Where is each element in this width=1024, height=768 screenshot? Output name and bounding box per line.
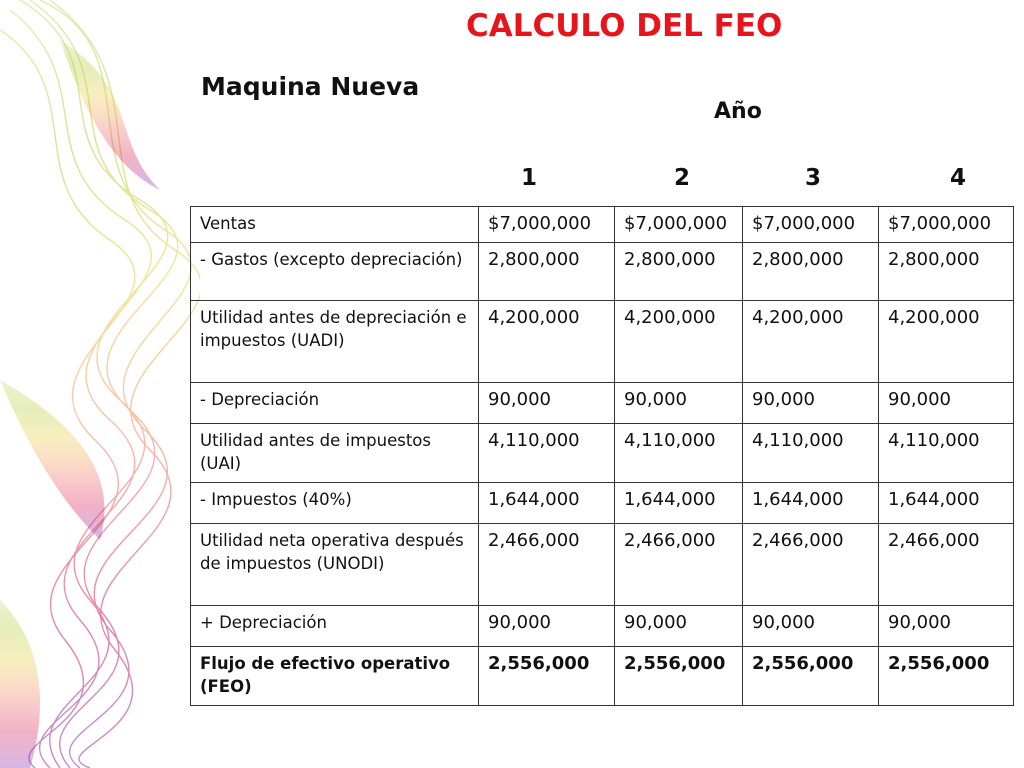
table-row-uai <box>191 424 1014 483</box>
cell-value: $7,000,000 <box>743 207 879 243</box>
cell-value: 90,000 <box>743 606 879 647</box>
year-column-3: 3 <box>805 165 822 191</box>
year-column-2: 2 <box>674 165 691 191</box>
table-row-impuestos <box>191 483 1014 524</box>
cell-value: 2,556,000 <box>879 647 1014 706</box>
cell-value: 90,000 <box>879 383 1014 424</box>
cell-value: 90,000 <box>615 606 743 647</box>
cell-value: 2,800,000 <box>743 243 879 301</box>
cell-value: 4,200,000 <box>479 301 615 383</box>
feo-table <box>190 206 1014 706</box>
cell-value: 4,200,000 <box>615 301 743 383</box>
cell-value: 90,000 <box>879 606 1014 647</box>
cell-value: 1,644,000 <box>879 483 1014 524</box>
cell-value: 90,000 <box>615 383 743 424</box>
row-label: Utilidad antes de depreciación e impuestos (UADI) <box>191 301 479 383</box>
year-column-1: 1 <box>521 165 538 191</box>
page-title: CALCULO DEL FEO <box>466 8 783 44</box>
cell-value: $7,000,000 <box>479 207 615 243</box>
page-subtitle: Maquina Nueva <box>201 72 420 101</box>
table-row-ventas <box>191 207 1014 243</box>
cell-value: 4,200,000 <box>879 301 1014 383</box>
cell-value: 1,644,000 <box>615 483 743 524</box>
cell-value: 2,466,000 <box>615 524 743 606</box>
cell-value: 4,110,000 <box>879 424 1014 483</box>
row-label: + Depreciación <box>191 606 479 647</box>
year-header-label: Año <box>714 99 762 124</box>
cell-value: 1,644,000 <box>743 483 879 524</box>
cell-value: 90,000 <box>479 606 615 647</box>
table-row-mas-depreciacion <box>191 606 1014 647</box>
table-row-depreciacion <box>191 383 1014 424</box>
cell-value: 2,556,000 <box>479 647 615 706</box>
cell-value: 2,800,000 <box>479 243 615 301</box>
row-label: - Impuestos (40%) <box>191 483 479 524</box>
row-label: Flujo de efectivo operativo (FEO) <box>191 647 479 706</box>
cell-value: 2,556,000 <box>615 647 743 706</box>
cell-value: 2,466,000 <box>743 524 879 606</box>
cell-value: 2,800,000 <box>879 243 1014 301</box>
cell-value: $7,000,000 <box>879 207 1014 243</box>
cell-value: 2,800,000 <box>615 243 743 301</box>
cell-value: 2,466,000 <box>879 524 1014 606</box>
cell-value: 90,000 <box>743 383 879 424</box>
cell-value: 4,110,000 <box>479 424 615 483</box>
table-row-unodi <box>191 524 1014 606</box>
table-row-feo-total <box>191 647 1014 706</box>
cell-value: 2,556,000 <box>743 647 879 706</box>
row-label: Utilidad antes de impuestos (UAI) <box>191 424 479 483</box>
table-row-uadi <box>191 301 1014 383</box>
decorative-ribbon-graphic <box>0 0 200 768</box>
cell-value: 90,000 <box>479 383 615 424</box>
row-label: - Gastos (excepto depreciación) <box>191 243 479 301</box>
row-label: Utilidad neta operativa después de impuestos (UNODI) <box>191 524 479 606</box>
cell-value: 4,110,000 <box>615 424 743 483</box>
cell-value: 2,466,000 <box>479 524 615 606</box>
table-row-gastos <box>191 243 1014 301</box>
cell-value: 4,200,000 <box>743 301 879 383</box>
row-label: Ventas <box>191 207 479 243</box>
row-label: - Depreciación <box>191 383 479 424</box>
cell-value: 4,110,000 <box>743 424 879 483</box>
cell-value: 1,644,000 <box>479 483 615 524</box>
cell-value: $7,000,000 <box>615 207 743 243</box>
year-column-4: 4 <box>950 165 967 191</box>
